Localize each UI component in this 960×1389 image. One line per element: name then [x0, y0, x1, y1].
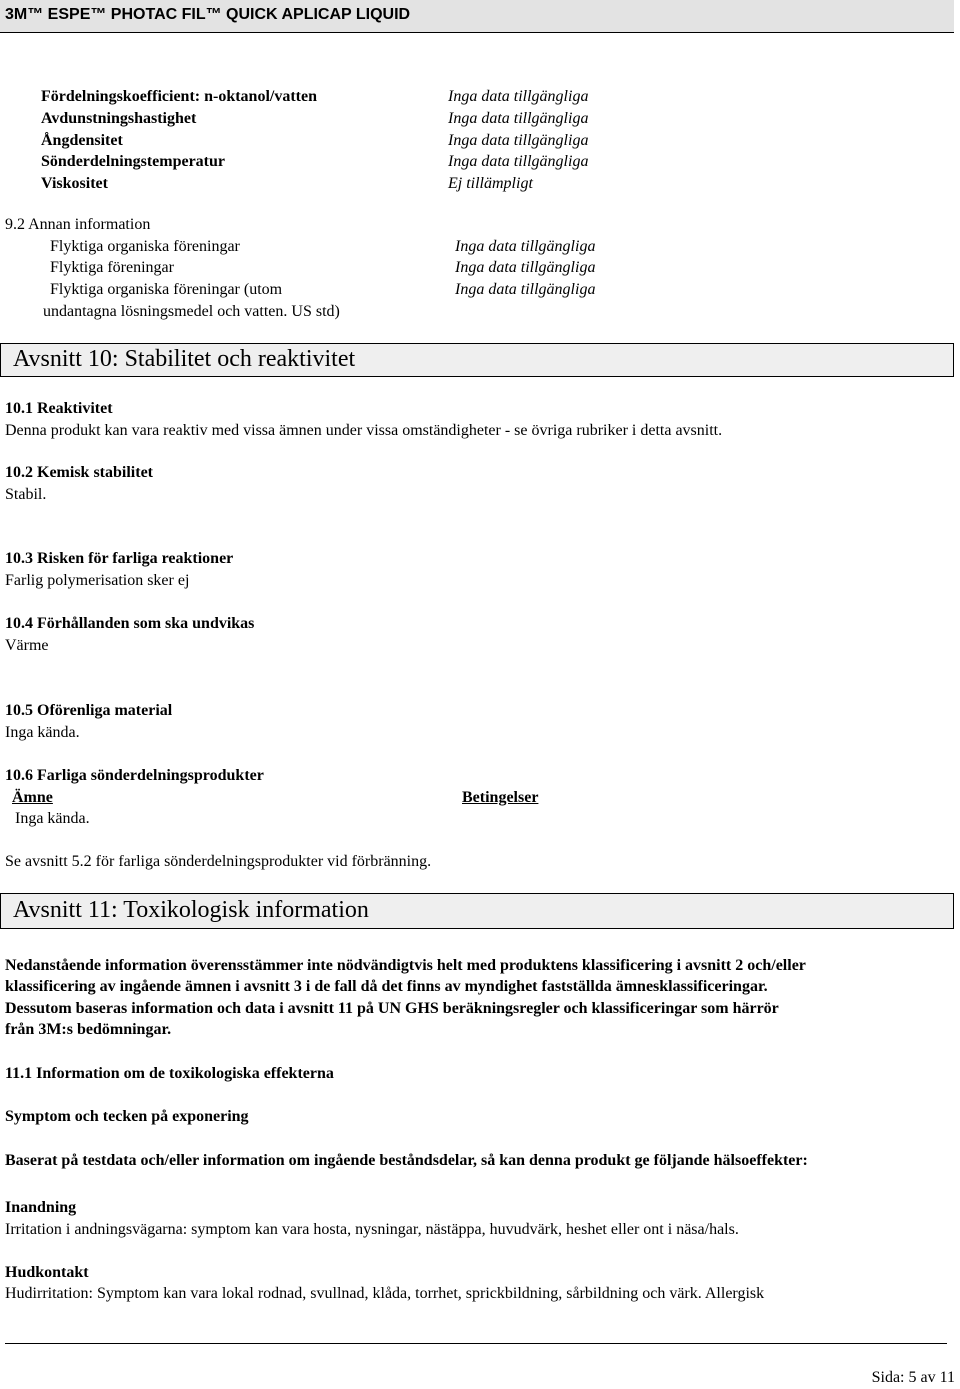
- based-on-text: Baserat på testdata och/eller information om ingående beståndsdelar, så kan denna produkt ge följande hälsoeffekter:: [5, 1152, 808, 1169]
- section-11-1-heading: 11.1 Information om de toxikologiska effekterna: [5, 1065, 334, 1082]
- document-title: 3M™ ESPE™ PHOTAC FIL™ QUICK APLICAP LIQUID: [5, 6, 411, 23]
- decomposition-value: Inga kända.: [15, 810, 90, 827]
- section-10-1-heading: 10.1 Reaktivitet: [5, 400, 113, 417]
- section-10-2-text: Stabil.: [5, 486, 47, 503]
- section-10-3-text: Farlig polymerisation sker ej: [5, 572, 190, 589]
- prop-value-evaporation: Inga data tillgängliga: [448, 110, 589, 127]
- section-10-bar: [0, 343, 954, 377]
- prop-label-evaporation: Avdunstningshastighet: [41, 110, 197, 127]
- section-9-2-heading: 9.2 Annan information: [5, 216, 151, 233]
- section-10-5-text: Inga kända.: [5, 724, 80, 741]
- other-label-volatile: Flyktiga föreningar: [50, 259, 174, 276]
- symptoms-heading: Symptom och tecken på exponering: [5, 1108, 249, 1125]
- other-value-voc: Inga data tillgängliga: [455, 238, 596, 255]
- intro-line-2: klassificering av ingående ämnen i avsnitt 3 i de fall då det finns av myndighet fastställda ämnesklassificeringar.: [5, 978, 768, 995]
- other-label-voc: Flyktiga organiska föreningar: [50, 238, 240, 255]
- document-header: [0, 0, 954, 33]
- prop-label-decomposition: Sönderdelningstemperatur: [41, 153, 225, 170]
- other-value-volatile: Inga data tillgängliga: [455, 259, 596, 276]
- footer-rule: [5, 1343, 947, 1344]
- prop-value-vapor-density: Inga data tillgängliga: [448, 132, 589, 149]
- section-11-bar: [0, 893, 954, 929]
- section-10-2-heading: 10.2 Kemisk stabilitet: [5, 464, 153, 481]
- decomposition-note: Se avsnitt 5.2 för farliga sönderdelningsprodukter vid förbränning.: [5, 853, 432, 870]
- intro-line-3: Dessutom baseras information och data i avsnitt 11 på UN GHS beräkningsregler och klassificeringar som härrör: [5, 1000, 779, 1017]
- other-label-voc-excl-cont: undantagna lösningsmedel och vatten. US std): [43, 303, 340, 320]
- column-header-conditions: Betingelser: [462, 789, 539, 806]
- intro-line-4: från 3M:s bedömningar.: [5, 1021, 172, 1038]
- section-10-1-text: Denna produkt kan vara reaktiv med vissa ämnen under vissa omständigheter - se övriga rubriker i detta avsnitt.: [5, 422, 723, 439]
- column-header-substance: Ämne: [12, 789, 53, 806]
- section-10-title: Avsnitt 10: Stabilitet och reaktivitet: [13, 346, 356, 372]
- inhalation-text: Irritation i andningsvägarna: symptom kan vara hosta, nysningar, nästäppa, huvudvärk, heshet eller ont i näsa/hals.: [5, 1221, 739, 1238]
- page-number: Sida: 5 av 11: [871, 1369, 955, 1386]
- other-label-voc-excl: Flyktiga organiska föreningar (utom: [50, 281, 283, 298]
- section-10-6-heading: 10.6 Farliga sönderdelningsprodukter: [5, 767, 264, 784]
- skin-contact-text: Hudirritation: Symptom kan vara lokal rodnad, svullnad, klåda, torrhet, sprickbildning, sårbildning och värk. Allergisk: [5, 1285, 765, 1302]
- other-value-voc-excl: Inga data tillgängliga: [455, 281, 596, 298]
- section-10-4-heading: 10.4 Förhållanden som ska undvikas: [5, 615, 255, 632]
- inhalation-heading: Inandning: [5, 1199, 77, 1216]
- prop-value-decomposition: Inga data tillgängliga: [448, 153, 589, 170]
- intro-line-1: Nedanstående information överensstämmer inte nödvändigtvis helt med produktens klassificering i avsnitt 2 och/eller: [5, 957, 806, 974]
- section-10-5-heading: 10.5 Oförenliga material: [5, 702, 173, 719]
- prop-value-partition: Inga data tillgängliga: [448, 88, 589, 105]
- skin-contact-heading: Hudkontakt: [5, 1264, 89, 1281]
- prop-label-partition: Fördelningskoefficient: n-oktanol/vatten: [41, 88, 317, 105]
- section-10-4-text: Värme: [5, 637, 49, 654]
- section-10-3-heading: 10.3 Risken för farliga reaktioner: [5, 550, 234, 567]
- prop-label-vapor-density: Ångdensitet: [41, 132, 123, 149]
- section-11-title: Avsnitt 11: Toxikologisk information: [13, 897, 369, 923]
- prop-label-viscosity: Viskositet: [41, 175, 108, 192]
- prop-value-viscosity: Ej tillämpligt: [448, 175, 533, 192]
